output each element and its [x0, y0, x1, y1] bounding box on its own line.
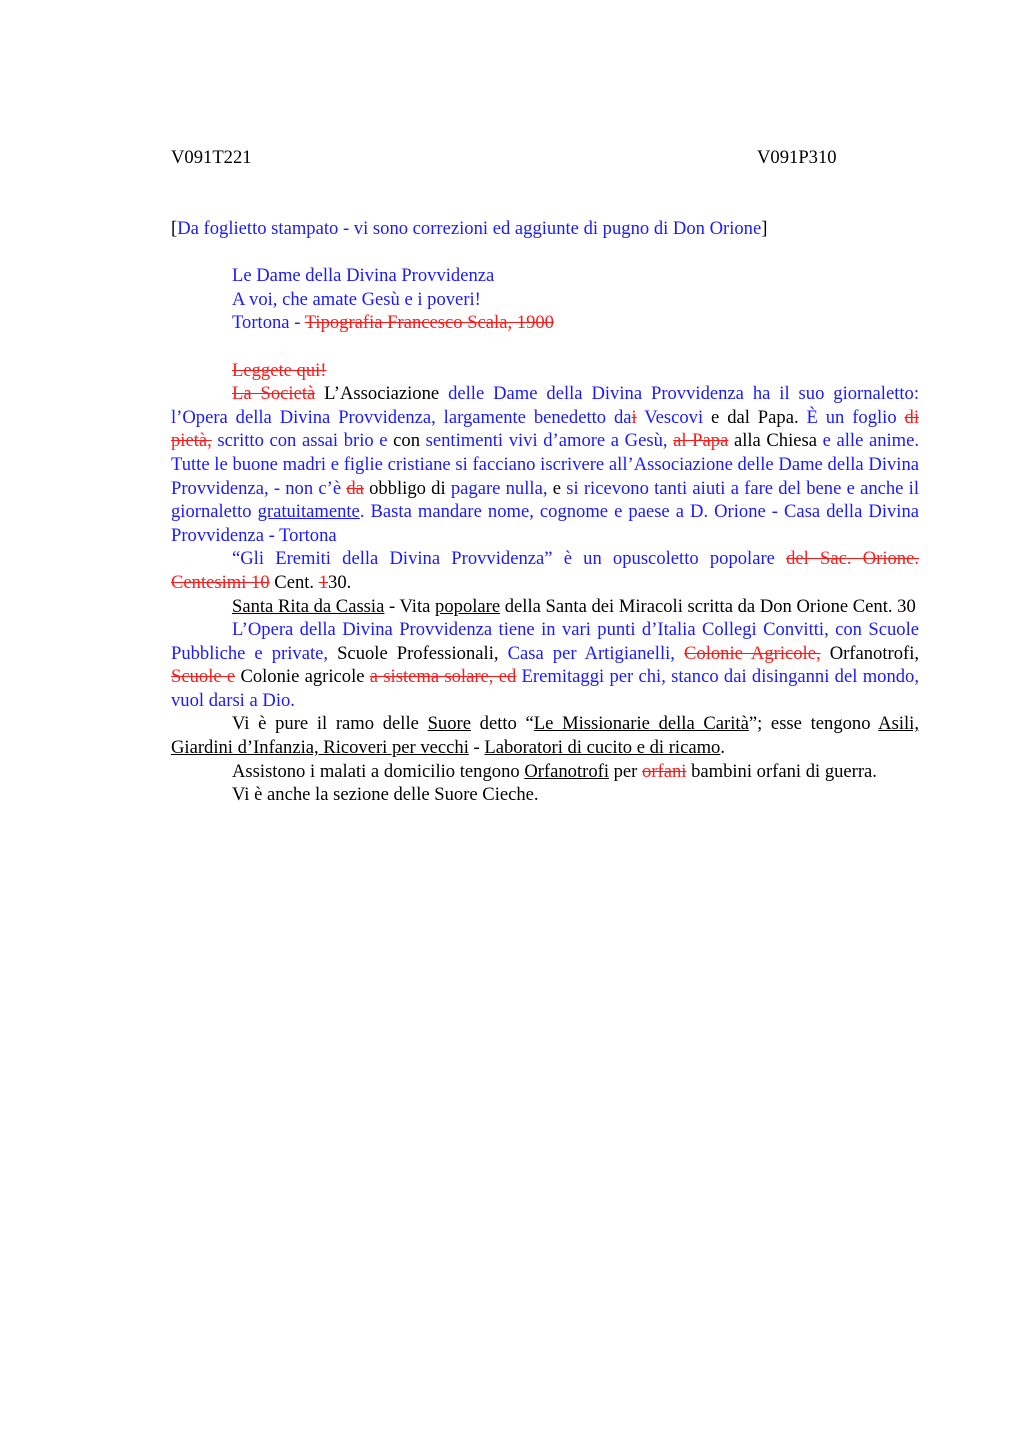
heading-block — [171, 359, 919, 383]
text-run: obbligo di — [363, 477, 451, 499]
text-run: ] — [761, 218, 768, 239]
text-run: pagare nulla, — [450, 477, 553, 499]
spacer — [171, 335, 919, 359]
paragraph-assistono — [171, 760, 919, 784]
text-run: L’Opera della Divina Provvidenza tiene in vari punti d’Italia Collegi Convitti, con Scuole Pubbliche e private, — [171, 619, 919, 664]
text-run: Colonie agricole — [235, 666, 370, 688]
text-run: “Gli Eremiti della Divina Provvidenza” è un opuscoletto popolare — [232, 548, 787, 570]
spacer — [171, 241, 919, 265]
text-run: Scuole Professionali, — [337, 642, 508, 664]
text-run: . — [720, 737, 725, 759]
document-code-left: V091T221 — [171, 147, 252, 168]
text-run: Da foglietto stampato - vi sono correzioni ed aggiunte di pugno di Don Orione — [177, 218, 762, 239]
text-run: 1 — [318, 571, 329, 593]
paragraph-santa-rita — [171, 595, 919, 619]
text-run: detto “ — [470, 713, 534, 735]
paragraph-suore — [171, 712, 919, 759]
text-run: Tortona - — [232, 312, 305, 334]
text-run: - — [468, 737, 485, 759]
document-body — [171, 217, 919, 807]
text-run: i — [631, 406, 637, 428]
text-run: . Basta mandare nome, cognome e paese a D. Orione - Casa della Divina Provvidenza - Tortona — [171, 501, 919, 546]
text-run: gratuitamente — [257, 501, 360, 523]
text-run: i — [697, 406, 704, 428]
text-run: Scuole e — [171, 666, 236, 688]
text-run: per — [608, 760, 643, 782]
text-run: del Sac. Orione. Centesimi 10 — [171, 548, 919, 593]
text-run: al Papa — [673, 430, 729, 452]
text-run: orfani — [642, 760, 687, 782]
text-run: [ — [171, 218, 178, 239]
text-run: Cent. — [269, 571, 319, 593]
text-run: Santa Rita da Cassia — [232, 595, 385, 617]
title-line-2: A voi, che amate Gesù e i poveri! — [232, 288, 481, 310]
text-run: e — [552, 477, 567, 499]
text-run: È un foglio — [806, 406, 905, 428]
title-line-3 — [232, 311, 919, 335]
text-run: bambini orfani di guerra. — [686, 760, 877, 782]
text-run: e alle anime. Tutte le buone madri e figlie cristiane si facciano iscrivere all’Associazione delle Dame della Divina Provvidenza, - non c’è — [171, 430, 920, 499]
text-run: con — [393, 430, 426, 452]
text-run: delle Dame della Divina Provvidenza ha il suo giornaletto: l’Opera della Divina Provvidenza, largamente benedetto da — [171, 383, 919, 428]
text-run: popolare — [435, 595, 501, 617]
text-run: Vi è pure il ramo delle — [232, 713, 428, 735]
text-run: di pietà, — [171, 406, 919, 452]
document-code-right: V091P310 — [757, 147, 837, 168]
title-line-1: Le Dame della Divina Provvidenza — [232, 265, 495, 287]
text-run: 30. — [328, 571, 352, 593]
text-run: da — [346, 477, 364, 499]
paragraph-eremiti — [171, 547, 919, 594]
text-run: Casa per Artigianelli, — [507, 642, 684, 664]
text-run: Orfanotrofi, — [820, 642, 920, 664]
paragraph-opera — [171, 618, 919, 712]
text-run: e dal Papa. — [703, 406, 807, 428]
text-run: Asili, Giardini d’Infanzia, Ricoveri per vecchi — [171, 713, 919, 759]
paragraph-associazione — [171, 382, 919, 547]
text-run: Orfanotrofi — [524, 760, 609, 782]
text-run: Le Missionarie della Carità — [533, 713, 749, 735]
text-run: Suore — [427, 713, 471, 735]
text-run: alla Chiesa — [728, 430, 823, 452]
text-run: La Società — [232, 383, 316, 405]
text-run: Colonie Agricole, — [684, 642, 821, 664]
text-run: Assistono i malati a domicilio tengono — [232, 760, 525, 782]
text-run: sentimenti vivi d’amore a Gesù, — [425, 430, 674, 452]
text-run: Vi è anche la sezione delle Suore Cieche. — [232, 784, 539, 806]
text-run: della Santa dei Miracoli scritta da Don Orione Cent. 30 — [500, 595, 916, 617]
text-run: a sistema solare, ed — [369, 666, 517, 688]
text-run: Eremitaggi per chi, stanco dai disinganni del mondo, vuol darsi a Dio. — [171, 666, 919, 711]
text-run: - Vita — [384, 595, 436, 617]
text-run: Tipografia Francesco Scala, 1900 — [304, 312, 554, 334]
text-run: si ricevono tanti aiuti a fare del bene e anche il giornaletto — [171, 477, 919, 523]
deleted-heading: Leggete qui! — [232, 359, 327, 381]
paragraph-suore-cieche — [171, 783, 919, 807]
text-run: ”; esse tengono — [748, 713, 879, 735]
text-run: Laboratori di cucito e di ricamo — [484, 737, 721, 759]
title-block — [171, 264, 919, 335]
text-run: scritto con assai brio e — [211, 430, 394, 452]
text-run: Vescov — [636, 406, 698, 428]
text-run: L’Associazione — [315, 383, 449, 405]
editorial-note — [171, 217, 919, 241]
